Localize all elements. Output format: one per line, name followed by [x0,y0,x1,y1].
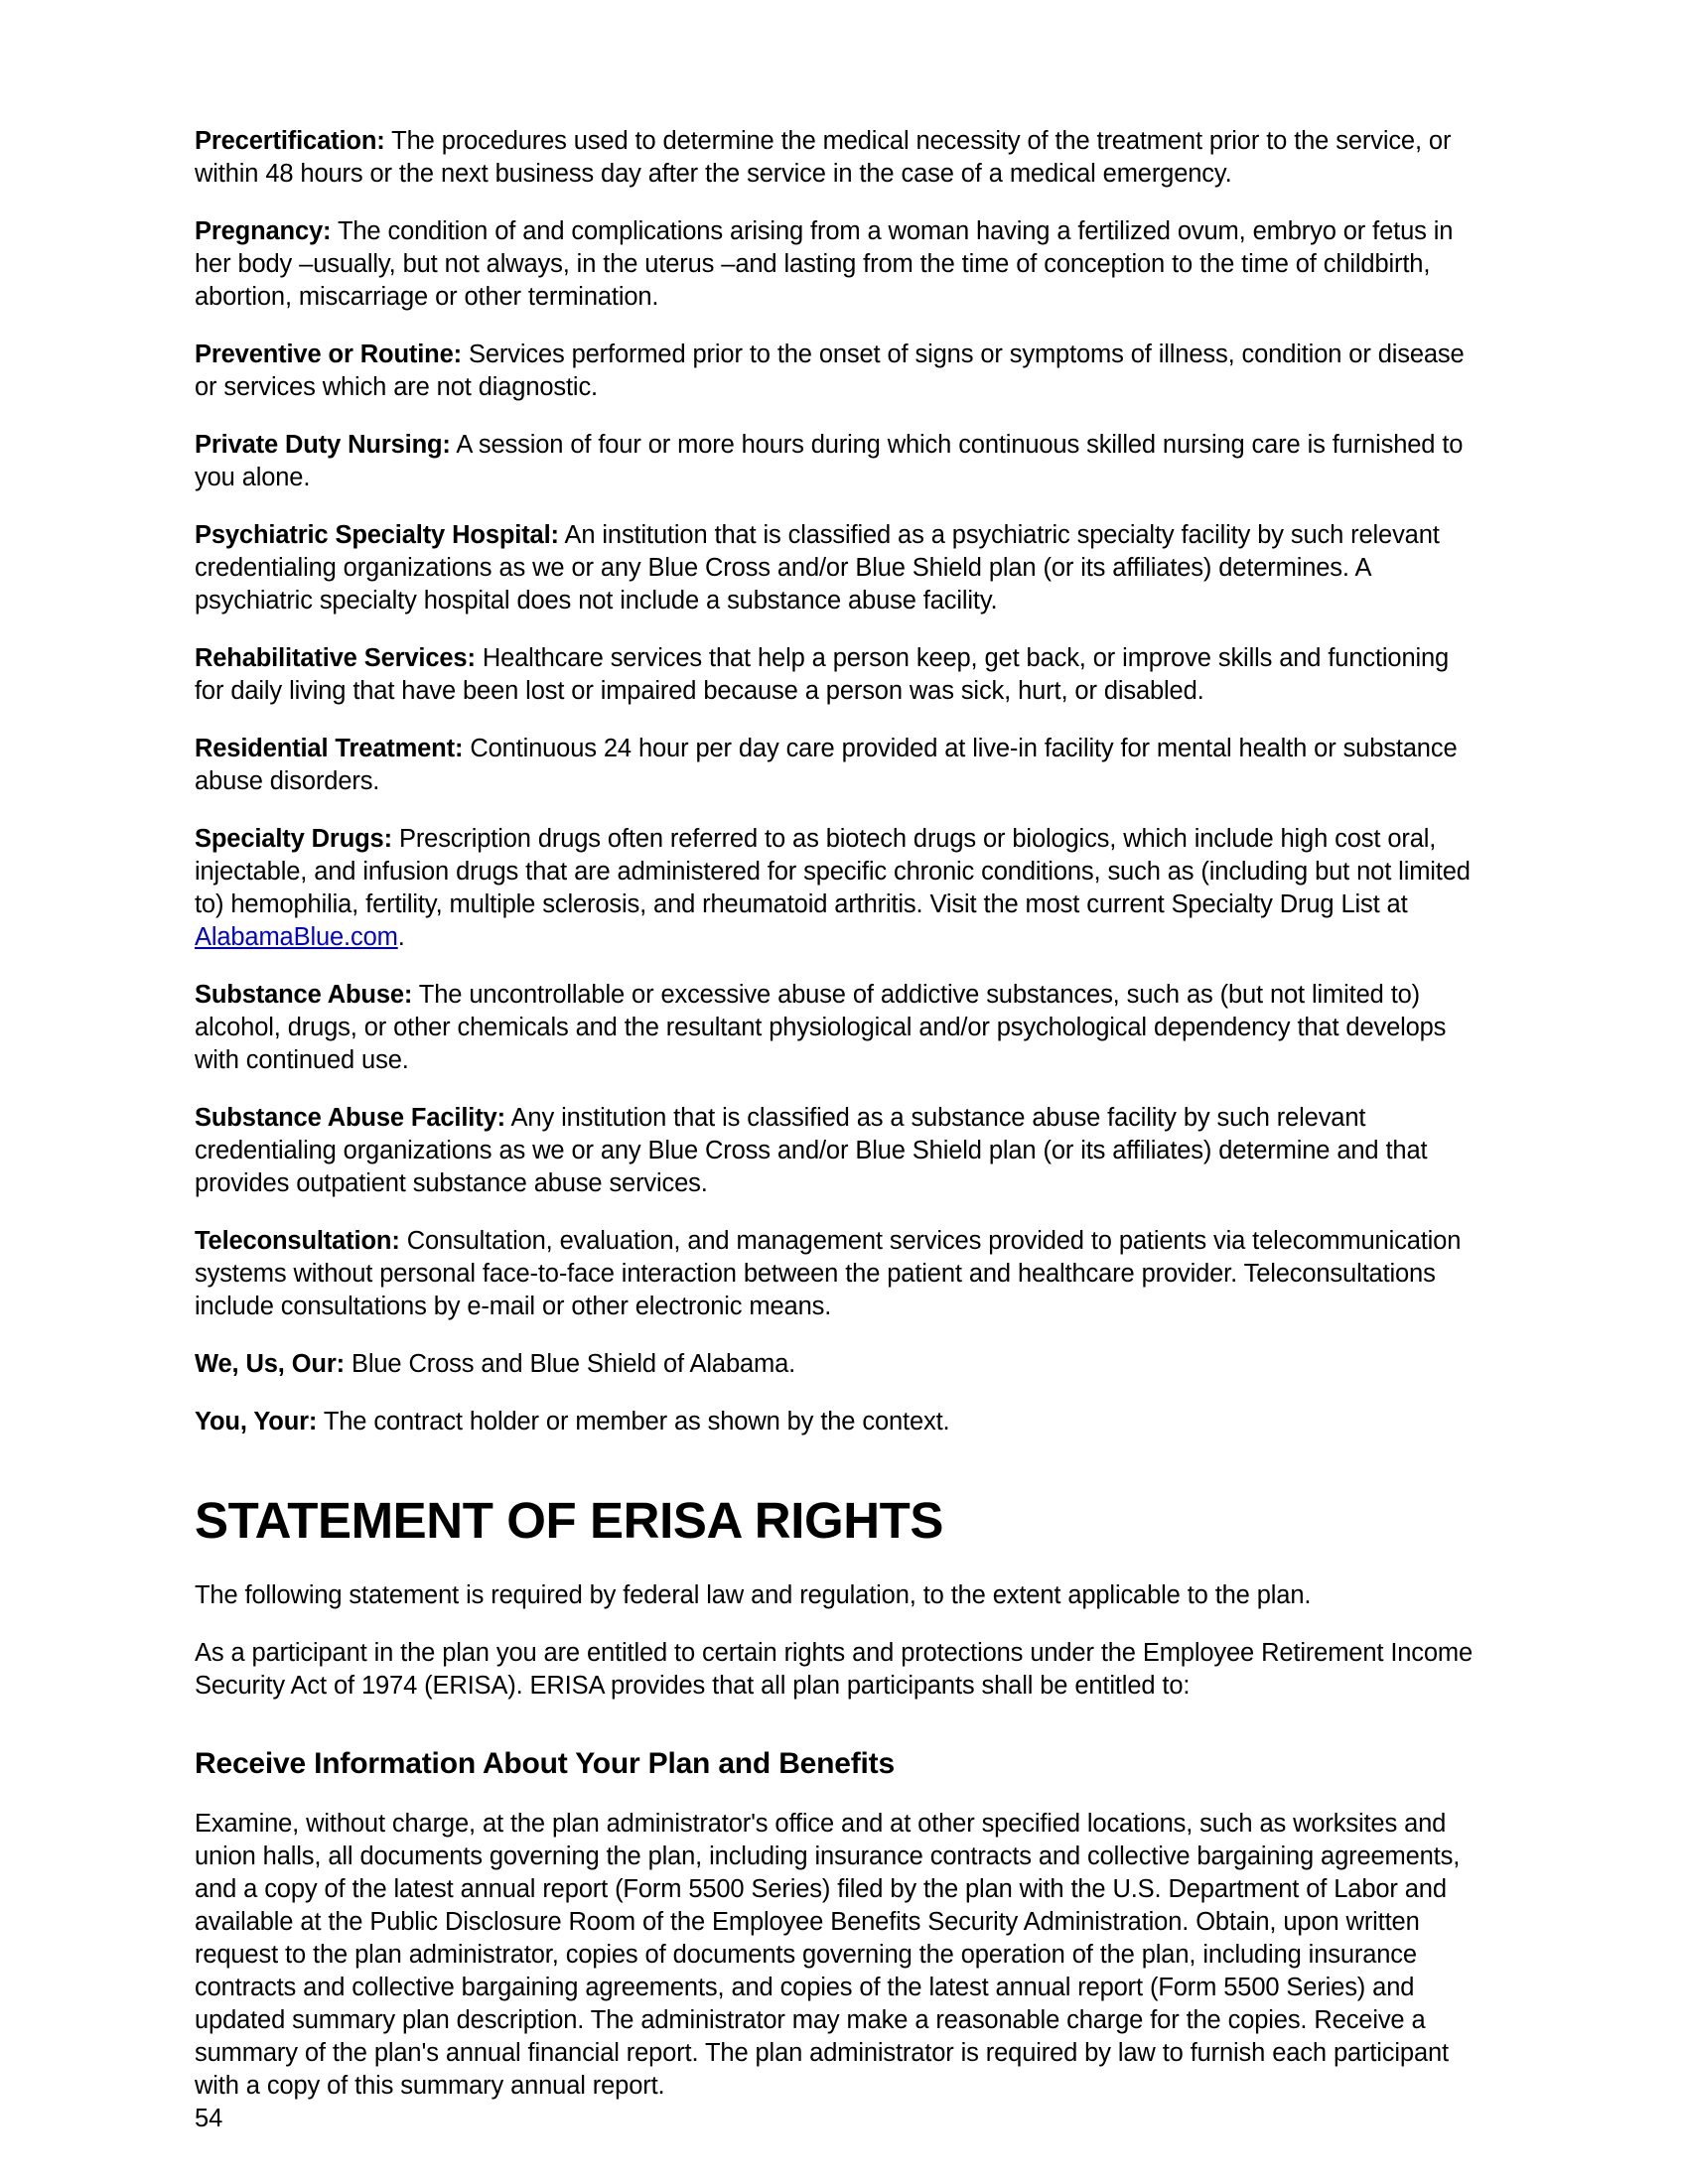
erisa-heading: STATEMENT OF ERISA RIGHTS [195,1492,944,1550]
definition-text-tail: . [397,923,405,952]
definition-term: Psychiatric Specialty Hospital: [195,521,559,550]
definition-residential-treatment [195,733,1481,798]
alabamablue-link[interactable]: AlabamaBlue.com [195,923,398,952]
erisa-participant-paragraph: As a participant in the plan you are entitled to certain rights and protections under the Employee Retirement Income Security Act of 1974 (ERISA). ERISA provides that all plan participants shall be entitled to: [195,1638,1474,1700]
definition-text: Healthcare services that help a person keep, get back, or improve skills and functioning for daily living that have been lost or impaired because a person was sick, hurt, or disabled. [195,644,1450,706]
definition-text: The uncontrollable or excessive abuse of addictive substances, such as (but not limited to) alcohol, drugs, or other chemicals and the resultant physiological and/or psychological dependency that develops with continued use. [195,981,1447,1075]
definition-psychiatric-specialty-hospital [195,519,1481,617]
definition-substance-abuse-facility [195,1102,1481,1200]
definition-term: Preventive or Routine: [195,341,462,369]
definition-teleconsultation [195,1225,1481,1323]
definition-term: Specialty Drugs: [195,825,392,854]
definition-text: The condition of and complications arising from a woman having a fertilized ovum, embryo or fetus in her body –usually, but not always, in the uterus –and lasting from the time of conception to the time of childbirth, abortion, miscarriage or other termination. [195,217,1454,312]
definition-term: Pregnancy: [195,217,332,246]
definition-text: An institution that is classified as a psychiatric specialty facility by such relevant credentialing organizations as we or any Blue Cross and/or Blue Shield plan (or its affiliates) determines. A psychiatric specialty hospital does not include a substance abuse facility. [195,521,1440,615]
definition-term: Substance Abuse Facility: [195,1104,505,1133]
receive-information-paragraph: Examine, without charge, at the plan administrator's office and at other specified locations, such as worksites and union halls, all documents governing the plan, including insurance contracts and collective bargaining agreements, and a copy of the latest annual report (Form 5500 Series) filed by the plan with the U.S. Department of Labor and available at the Public Disclosure Room of the Employee Benefits Security Administration. Obtain, upon written request to the plan administrator, copies of documents governing the operation of the plan, including insurance contracts and collective bargaining agreements, and copies of the latest annual report (Form 5500 Series) and updated summary plan description. The administrator may make a reasonable charge for the copies. Receive a summary of the plan's annual financial report. The plan administrator is required by law to furnish each participant with a copy of this summary annual report. [195,1809,1461,2100]
definition-pregnancy [195,215,1481,314]
definition-we-us-our [195,1348,1481,1381]
definition-term: Precertification: [195,127,385,155]
erisa-intro-paragraph: The following statement is required by federal law and regulation, to the extent applicable to the plan. [195,1580,1312,1609]
definition-text: Consultation, evaluation, and management services provided to patients via telecommunication systems without personal face-to-face interaction between the patient and healthcare provider. Teleconsultations include consultations by e-mail or other electronic means. [195,1227,1462,1321]
definition-specialty-drugs [195,823,1481,954]
definition-text: A session of four or more hours during which continuous skilled nursing care is furnished to you alone. [195,431,1464,492]
definition-text: Any institution that is classified as a substance abuse facility by such relevant credentialing organizations as we or any Blue Cross and/or Blue Shield plan (or its affiliates) determine and that provides outpatient substance abuse services. [195,1104,1428,1198]
definition-text: Services performed prior to the onset of signs or symptoms of illness, condition or disease or services which are not diagnostic. [195,341,1465,402]
definition-text: Continuous 24 hour per day care provided at live-in facility for mental health or substance abuse disorders. [195,735,1458,796]
definition-you-your [195,1406,1481,1438]
definition-text: The contract holder or member as shown by the context. [317,1408,950,1436]
page-content [195,125,1481,2135]
definition-term: We, Us, Our: [195,1350,345,1379]
definition-private-duty-nursing [195,429,1481,494]
definition-term: Teleconsultation: [195,1227,400,1256]
definition-term: Rehabilitative Services: [195,644,476,673]
definition-rehabilitative-services [195,642,1481,708]
definition-preventive-or-routine [195,339,1481,404]
definition-term: Residential Treatment: [195,735,464,763]
definition-term: Substance Abuse: [195,981,413,1010]
definition-substance-abuse [195,979,1481,1077]
receive-information-subheading: Receive Information About Your Plan and Benefits [195,1746,895,1780]
page-number: 54 [195,2104,223,2132]
definition-text: Prescription drugs often referred to as biotech drugs or biologics, which include high cost oral, injectable, and infusion drugs that are administered for specific chronic conditions, such as (including but not limited to) hemophilia, fertility, multiple sclerosis, and rheumatoid arthritis. Visit the most current Specialty Drug List at [195,825,1471,919]
definition-term: You, Your: [195,1408,318,1436]
definition-text: Blue Cross and Blue Shield of Alabama. [344,1350,796,1379]
definition-text: The procedures used to determine the medical necessity of the treatment prior to the service, or within 48 hours or the next business day after the service in the case of a medical emergency. [195,127,1452,189]
definition-precertification [195,125,1481,191]
definition-term: Private Duty Nursing: [195,431,451,460]
